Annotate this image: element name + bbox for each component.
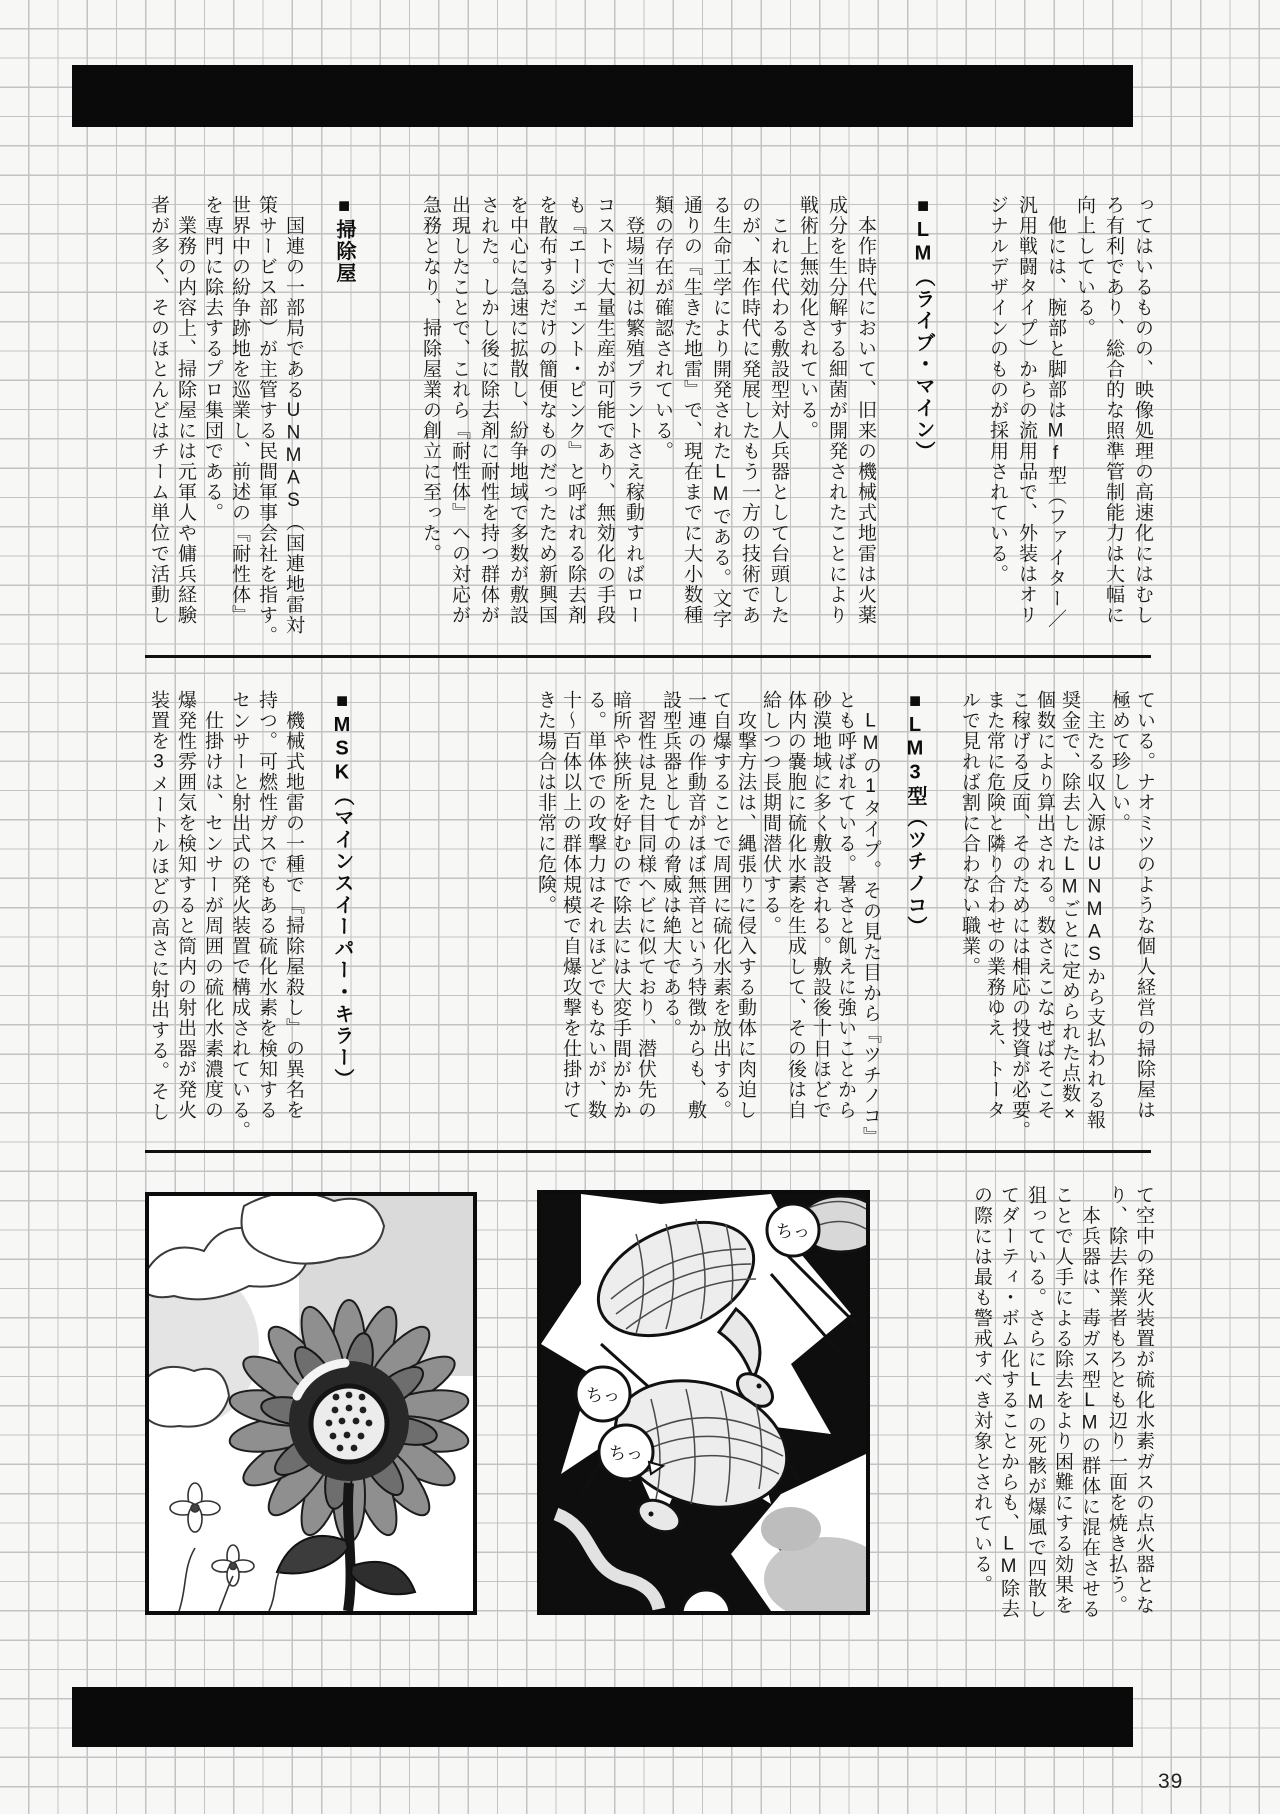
text-column: 攻撃方法は、縄張りに侵入する動体に肉迫し: [735, 690, 756, 1121]
text-column: 体内の嚢胞に硫化水素を生成して、その後は自: [785, 690, 806, 1121]
text-column: ってはいるものの、映像処理の高速化にはむし: [1132, 195, 1153, 626]
text-column: 主たる収入源はUNMASから支払われる報: [1084, 690, 1105, 1131]
text-column: 策サービス部）が主管する民間軍事会社を指す。: [256, 195, 277, 646]
text-column: 爆発性雰囲気を検知すると筒内の射出器が発火: [175, 690, 196, 1121]
text-column: 十～百体以上の群体規模で自爆攻撃を仕掛けて: [560, 690, 581, 1121]
text-column: ルで見れば割に合わない職業。: [959, 690, 980, 977]
text-column: 国連の一部局であるUNMAS（国連地雷対: [283, 195, 304, 636]
text-column: 暗所や狭所を好むので除去には大変手間がかか: [610, 690, 631, 1121]
section-soujiya-body: [145, 195, 307, 647]
text-column: 世界中の紛争跡地を巡業し、前述の『耐性体』: [229, 195, 250, 626]
text-column: の際には最も警戒すべき対象とされている。: [971, 1185, 992, 1595]
sunflower-panel: [145, 1192, 477, 1615]
text-column: り、除去作業者もろとも辺り一面を焼き払う。: [1106, 1185, 1127, 1616]
sfx-text: ちっ: [609, 1444, 643, 1463]
text-column: を中心に急速に拡散し、紛争地域で多数が敷設: [507, 195, 528, 626]
text-column: 戦術上無効化されている。: [797, 195, 818, 441]
text-column: を専門に除去するプロ集団である。: [202, 195, 223, 523]
sfx-text: ちっ: [776, 1222, 810, 1241]
section-divider-2: [145, 1150, 1151, 1153]
text-column: 類の存在が確認されている。: [652, 195, 673, 462]
text-column: ている。ナオミツのような個人経営の掃除屋は: [1134, 690, 1155, 1121]
text-column: 個数により算出される。数さえこなせばそこそ: [1034, 690, 1055, 1121]
section-soujiya-continuation: [957, 690, 1157, 1156]
text-column: また常に危険と隣り合わせの業務ゆえ、トータ: [984, 690, 1005, 1121]
text-column: 仕掛けは、センサーが周囲の硫化水素濃度の: [202, 690, 223, 1121]
section-msk-continuation: [968, 1185, 1157, 1625]
text-column: も『エージェント・ピンク』と呼ばれる除去剤: [565, 195, 586, 626]
text-column: 急務となり、掃除屋業の創立に至った。: [420, 195, 441, 564]
text-column: 極めて珍しい。: [1109, 690, 1130, 834]
text-column: てダーティ・ボム化することからも、LM除去: [998, 1185, 1019, 1620]
tsuchinoko-panel: [537, 1190, 870, 1615]
text-column: 持つ。可燃性ガスでもある硫化水素を検知する: [256, 690, 277, 1121]
text-column: ことで人手による除去をより困難にする効果を: [1052, 1185, 1073, 1616]
sunflower-illustration: [149, 1196, 473, 1611]
redacted-footer-bar: [72, 1687, 1133, 1747]
text-column: 砂漠地域に多く敷設される。敷設後十日ほどで: [810, 690, 831, 1121]
text-column: とも呼ばれている。暑さと飢えに強いことから: [835, 690, 856, 1121]
text-column: 本兵器は、毒ガス型LMの群体に混在させる: [1079, 1185, 1100, 1620]
section-heading-msk: ■MSK（マインスイーパー・キラー）: [331, 690, 353, 1091]
text-column: 本作時代において、旧来の機械式地雷は火薬: [855, 195, 876, 626]
section-mf-continuation: [983, 195, 1157, 647]
sfx-text: ちっ: [586, 1386, 620, 1405]
text-column: 者が多く、そのほとんどはチーム単位で活動し: [148, 195, 169, 626]
text-column: る生命工学により開発されたLMである。文字: [710, 195, 731, 630]
text-column: 給しつつ長期間潜伏する。: [760, 690, 781, 936]
leaf: [277, 1536, 348, 1573]
text-column: を散布するだけの簡便なものだったため新興国: [536, 195, 557, 626]
text-column: 出現したことで、これら『耐性体』への対応が: [449, 195, 470, 626]
section-heading-lm3: ■LM3型（ツチノコ）: [904, 690, 926, 938]
text-column: された。しかし後に除去剤に耐性を持つ群体が: [478, 195, 499, 626]
text-column: て空中の発火装置が硫化水素ガスの点火器とな: [1133, 1185, 1154, 1616]
section-heading-lm: ■LM（ライブ・マイン）: [912, 195, 934, 463]
text-column: 向上している。: [1074, 195, 1095, 339]
text-column: 成分を生分解する細菌が開発されたことにより: [826, 195, 847, 626]
text-column: 機械式地雷の一種で『掃除屋殺し』の異名を: [283, 690, 304, 1121]
text-column: きた場合は非常に危険。: [535, 690, 556, 916]
text-column: る。単体での攻撃力はそれほどでもないが、数: [585, 690, 606, 1121]
halftone-blob: [761, 1507, 821, 1551]
section-heading-soujiya: ■掃除屋: [333, 195, 355, 285]
text-column: センサーと射出式の発火装置で構成されている。: [229, 690, 250, 1141]
text-column: のが、本作時代に発展したもう一方の技術であ: [739, 195, 760, 626]
text-column: 通りの『生きた地雷』で、現在までに大小数種: [681, 195, 702, 626]
text-column: こ稼げる反面、そのためには相応の投資が必要。: [1009, 690, 1030, 1141]
text-column: ジナルデザインのものが採用されている。: [987, 195, 1008, 585]
page-number: 39: [1158, 1770, 1184, 1793]
text-column: て自爆することで周囲に硫化水素を放出する。: [710, 690, 731, 1121]
wildflowers: [170, 1483, 281, 1611]
tsuchinoko-illustration: [541, 1194, 866, 1611]
text-column: 装置を3メートルほどの高さに射出する。そし: [148, 690, 169, 1123]
text-column: 習性は見た目同様ヘビに似ており、潜伏先の: [635, 690, 656, 1121]
section-lm-body: [416, 195, 880, 647]
text-column: 業務の内容上、掃除屋には元軍人や傭兵経験: [175, 195, 196, 626]
sfx-bubble-top: [767, 1204, 819, 1256]
text-column: 登場当初は繁殖プラントさえ稼動すればロー: [623, 195, 644, 626]
section-divider-1: [145, 655, 1151, 658]
sfx-bubble-left-1: [576, 1367, 630, 1421]
text-column: ろ有利であり、総合的な照準管制能力は大幅に: [1103, 195, 1124, 626]
text-column: 奨金で、除去したLMごとに定められた点数×: [1059, 690, 1080, 1127]
text-column: 設型兵器としての脅威は絶大である。: [660, 690, 681, 1039]
text-column: 一連の作動音がほぼ無音という特徴からも、敷: [685, 690, 706, 1121]
text-column: これに代わる敷設型対人兵器として台頭した: [768, 195, 789, 626]
leaf: [351, 1562, 415, 1594]
section-msk-body: [145, 690, 307, 1156]
text-column: 他には、腕部と脚部はMf型（ファイター／: [1045, 195, 1066, 630]
section-lm3-body: [533, 690, 883, 1156]
redacted-header-bar: [72, 65, 1133, 127]
text-column: 狙っている。さらにLMの死骸が爆風で四散し: [1025, 1185, 1046, 1620]
text-column: 汎用戦闘タイプ）からの流用品で、外装はオリ: [1016, 195, 1037, 626]
text-column: コストで大量生産が可能であり、無効化の手段: [594, 195, 615, 626]
text-column: LMの1タイプ。その見た目から『ツチノコ』: [860, 690, 881, 1147]
